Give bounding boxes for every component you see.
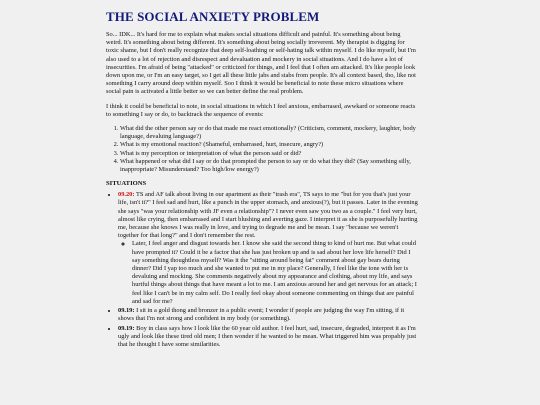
- situation-time: 09.19:: [118, 307, 135, 315]
- situations-list: [106, 191, 418, 349]
- question-item: 4. What happened or what did I say or do that prompted the person to say or do what they did? (Say something silly, inappropriate? Misunderstand? Too high/low energy?): [120, 158, 418, 174]
- situation-sublist: [118, 240, 418, 306]
- question-item: 3. What is my perception or interpretation of what the person said or did?: [120, 150, 418, 158]
- situations-heading: SITUATIONS: [106, 180, 147, 188]
- page-title: THE SOCIAL ANXIETY PROBLEM: [106, 9, 320, 24]
- situation-time: 09.19:: [118, 324, 135, 332]
- question-item: 1. What did the other person say or do that made me react emotionally? (Criticism, comment, mockery, laughter, body language, devaluing language?): [120, 125, 418, 141]
- intro-paragraph: So... IDK... It's hard for me to explain what makes social situations difficult and painful. It's something about being weird. It's something about being different. It's something about being socially irreverent. My therapist is digging for toxic shame, but I don't really recognize that deep self-loathing or self-hating talk within myself. I do like myself, but I'm also used to a lot of rejection and disrespect and devaluation and mockery in social situations. And I do have a lot of insecurities. I'm afraid of being "attacked" or criticized for things, and I feel that I often am attacked. It's like people look down upon me, or I'm an easy target, so I get all these little jabs and stabs from people. It's all context based, tho, like not something I carry around deep within myself. Soo I think it would be beneficial to note these micro situations where social pain is activated a little better so we can better define the real problem.: [106, 31, 416, 96]
- situation-item: [118, 307, 418, 323]
- situation-text: Boy in class says how I look like the 60 year old author. I feel hurt, sad, insecure, degraded, interpret it as I'm ugly and look like these tired old men; I then wonder if he wanted to be mean. What triggered him was propably just that he thought I have some similarities.: [118, 324, 417, 348]
- situation-text: TS and AF talk about living in our apartment as their "trash era", TS says to me "but for you that's just your life, isn't it?" I feel sad and hurt, like a punch in the upper stomach, and anxious(?), but it passes. Later in the evening she says "was your relationship with JF even a relationship"? I never even saw you two as a couple." I feel very hurt, almost like crying, then embarrased and I start blushing and averting gaze. I interpret it as she is purposefully hurting me, because she knows I was really in love, and trying to degrade me and be mean. I say "because we weren't together for that long?" and I don't remember the rest.: [118, 191, 418, 240]
- intro-paragraph-2: I think it could be beneficial to note, in social situations in which I feel anxious, embarrased, awwkard or someone reacts to something I say or do, to backtrack the sequence of events:: [106, 102, 416, 118]
- situation-item: [118, 191, 418, 306]
- situation-time: 09.20:: [118, 191, 135, 199]
- question-list: [106, 125, 418, 174]
- situation-reflection: ◦ Later, I feel anger and disgust towards her. I know she said the second thing to kind of hurt me. But what could have prompted it? Could it be a factor that she has just broken up and is sad about her love life herself? Did I say something thoughtless myself? Was it the "sitting around being fat" comment about gay bears during dinner? Did I yap too much and she wanted to put me in my place? Generally, I feel like the tone with her is devaluing and mocking. She comments negatively about my appearance and clothing, about my life, and says hurtful things about things that have meant a lot to me. I am anxious around her and get nervous for an attack; I feel like I can't be in my calm self. Do I really feel okay about someone commenting on things that are painful and sad for me?: [132, 240, 418, 306]
- situation-item: [118, 325, 418, 350]
- situation-text: I sit in a gold thong and bronzer in a public event; I wonder if people are judging the way I'm sitting, if it shows that I'm not strong and confident in my body (or something).: [118, 307, 405, 323]
- question-item: 2. What is my emotional reaction? (Shameful, embarrased, hurt, insecure, angry?): [120, 141, 418, 149]
- article: [106, 0, 418, 350]
